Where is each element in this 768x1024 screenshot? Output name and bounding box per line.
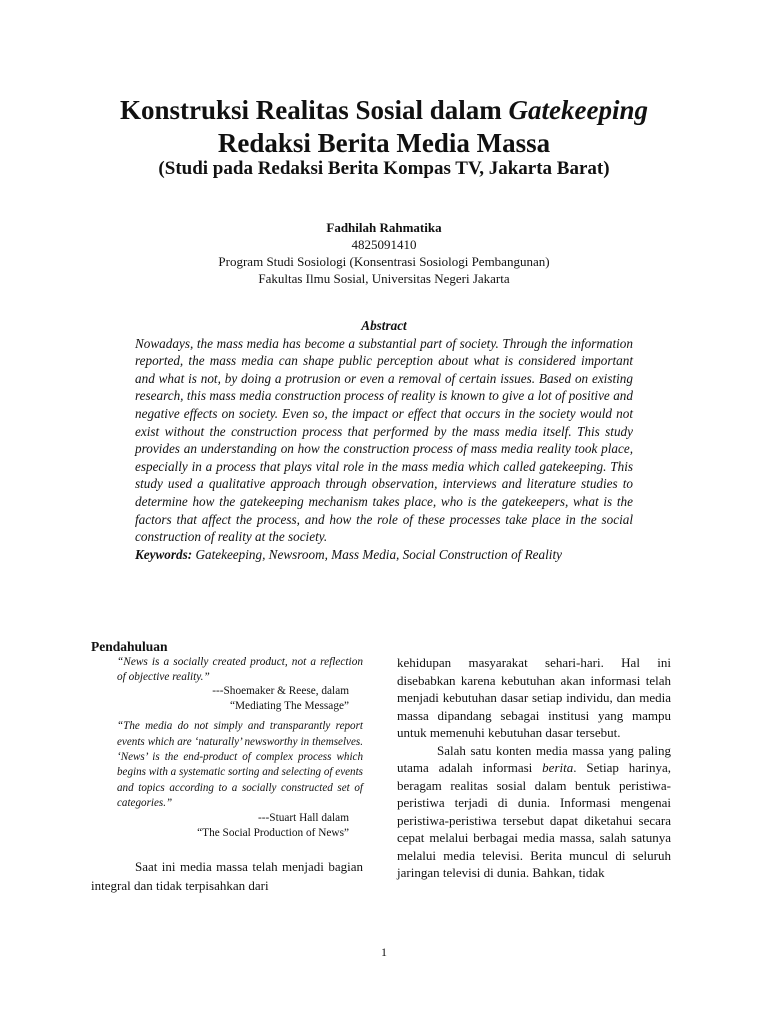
author-program: Program Studi Sosiologi (Konsentrasi Sosiologi Pembangunan) — [218, 254, 550, 269]
title-line-2: Redaksi Berita Media Massa — [217, 128, 551, 158]
title-line-1: Konstruksi Realitas Sosial dalam Gatekeeping — [119, 95, 649, 125]
intro-paragraph-left: Saat ini media massa telah menjadi bagian integral dan tidak terpisahkan dari — [91, 859, 363, 894]
epigraph-quote-2: “The media do not simply and transparantly report events which are ‘naturally’ newsworthy in themselves. ‘News’ is the end-product of complex process which begins with a systematic sorting and selecting of events and topics according to a socially constructed set of categories.” — [117, 720, 363, 809]
keywords-text: Gatekeeping, Newsroom, Mass Media, Social Construction of Reality — [195, 546, 562, 562]
abstract-section — [135, 317, 633, 563]
abstract-heading: Abstract — [361, 318, 407, 333]
author-name: Fadhilah Rahmatika — [326, 220, 442, 235]
keywords-line — [135, 546, 633, 564]
epigraph-quote-1: “News is a socially created product, not a reflection of objective reality.” — [117, 656, 363, 683]
keywords-label: Keywords: — [135, 546, 193, 562]
quote-1-attribution: ---Shoemaker & Reese, dalam — [212, 685, 349, 698]
author-block — [0, 219, 768, 287]
intro-paragraph-right-2: Salah satu konten media massa yang paling utama adalah informasi berita. Setiap harinya, beragam realitas sosial dalam bentuk peristiwa-peristiwa terjadi di dunia. Informasi mengenai peristiwa-peristiwa tersebut dapat diketahui secara cepat melalui berbagai media massa, salah satunya melalui media televisi. Berita muncul di seluruh jaringan televisi di dunia. Bahkan, tidak — [397, 742, 671, 880]
quote-2-source: “The Social Production of News” — [197, 826, 349, 839]
intro-paragraph-right-1: kehidupan masyarakat sehari-hari. Hal ini disebabkan karena kebutuhan akan informasi telah menjadi kebutuhan dasar setiap individu, dan media massa dipandang sebagai institusi yang mampu untuk memenuhi kebutuhan dasar tersebut. — [397, 655, 671, 740]
quote-2-attribution: ---Stuart Hall dalam — [258, 812, 349, 825]
quote-1-source: “Mediating The Message” — [230, 699, 349, 712]
title-italic-word: Gatekeeping — [508, 95, 649, 125]
section-heading: Pendahuluan — [91, 639, 168, 654]
author-id: 4825091410 — [351, 237, 417, 252]
paper-title — [0, 94, 768, 160]
left-column — [91, 638, 363, 895]
right-column — [397, 654, 671, 882]
page-number: 1 — [381, 945, 387, 959]
abstract-body: Nowadays, the mass media has become a substantial part of society. Through the information reported, the mass media can shape public perception about what is considered important and what is not, by doing a protrusion or even a removal of certain issues. Based on existing research, this mass media construction process of reality is known to give a lot of positive and negative effects on society. Even so, the impact or effect that occurs in the society would not exist without the construction process that performed by the mass media itself. This study provides an understanding on how the construction process of mass media reality took place, especially in a process that plays vital role in the mass media which called gatekeeping. This study used a qualitative approach through observation, interviews and literature studies to determine how the gatekeeping mechanism takes place, who is the gatekeepers, what is the factors that affect the process, and how the role of these processes take place in the social construction of reality at the society. — [135, 335, 633, 545]
author-faculty: Fakultas Ilmu Sosial, Universitas Negeri Jakarta — [258, 271, 510, 286]
italic-term: berita — [542, 760, 574, 775]
paper-subtitle: (Studi pada Redaksi Berita Kompas TV, Jakarta Barat) — [158, 158, 610, 179]
